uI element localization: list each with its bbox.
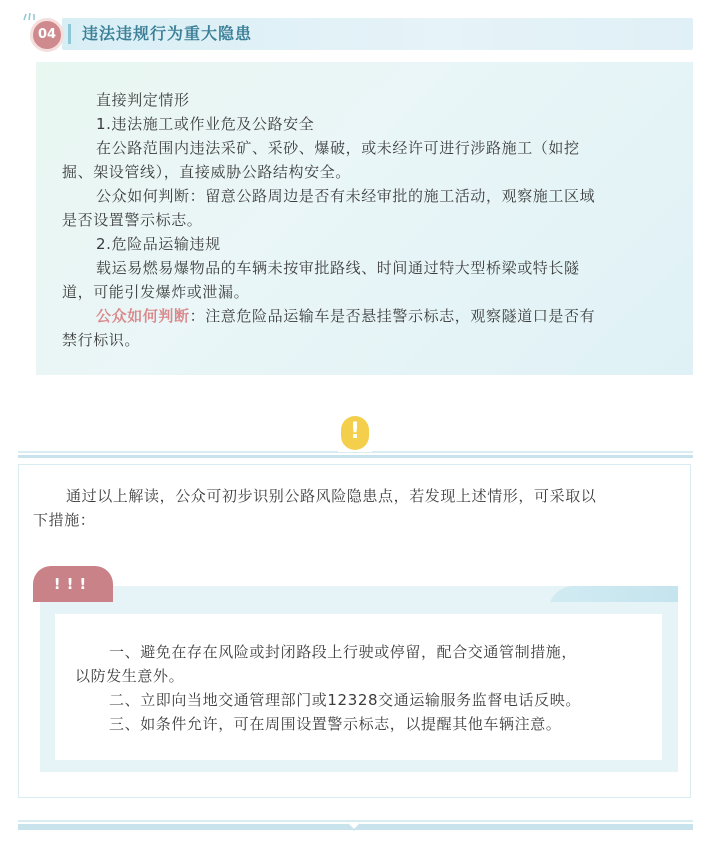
item2-desc-line2: 道，可能引发爆炸或泄漏。 (62, 283, 250, 301)
item1-desc-line1: 在公路范围内违法采矿、采砂、爆破，或未经许可进行涉路施工（如挖 (96, 139, 580, 157)
item1-judge-line1: 公众如何判断：留意公路周边是否有未经审批的施工活动，观察施工区域 (96, 187, 596, 205)
item2-judge-line2: 禁行标识。 (62, 331, 141, 349)
panel-heading: 直接判定情形 (96, 91, 190, 109)
measure1-line2: 以防发生意外。 (75, 667, 185, 685)
measures-tab-label: !!! (33, 566, 113, 602)
intro-line1: 通过以上解读，公众可初步识别公路风险隐患点，若发现上述情形，可采取以 (66, 487, 597, 505)
measures-card (55, 614, 662, 760)
bottom-divider-line (18, 820, 693, 822)
decorative-dash-icon (22, 12, 38, 22)
divider-line-thick (18, 455, 693, 458)
item2-judge-text: ：注意危险品运输车是否悬挂警示标志，观察隧道口是否有 (189, 307, 596, 325)
measure1-line1: 一、避免在存在风险或封闭路段上行驶或停留，配合交通管制措施， (109, 643, 578, 661)
item1-desc-line2: 掘、架设管线），直接威胁公路结构安全。 (62, 163, 351, 181)
item2-judge-line1 (96, 304, 595, 328)
section-title: 违法违规行为重大隐患 (82, 24, 253, 43)
exclamation-mark: ! (349, 419, 361, 444)
item1-title: 1.违法施工或作业危及公路安全 (96, 115, 315, 133)
measure3: 三、如条件允许，可在周围设置警示标志，以提醒其他车辆注意。 (109, 715, 562, 733)
section-header-accent (68, 24, 71, 44)
measure2: 二、立即向当地交通管理部门或12328交通运输服务监督电话反映。 (109, 691, 581, 709)
judge-label-highlight: 公众如何判断 (96, 307, 190, 325)
chevron-down-icon (347, 823, 361, 833)
item2-title: 2.危险品运输违规 (96, 235, 221, 253)
item2-desc-line1: 载运易燃易爆物品的车辆未按审批路线、时间通过特大型桥梁或特长隧 (96, 259, 580, 277)
intro-line2: 下措施： (33, 511, 96, 529)
hazard-description-panel (36, 62, 693, 375)
section-number-badge: 04 (30, 18, 64, 52)
item1-judge-line2: 是否设置警示标志。 (62, 211, 203, 229)
